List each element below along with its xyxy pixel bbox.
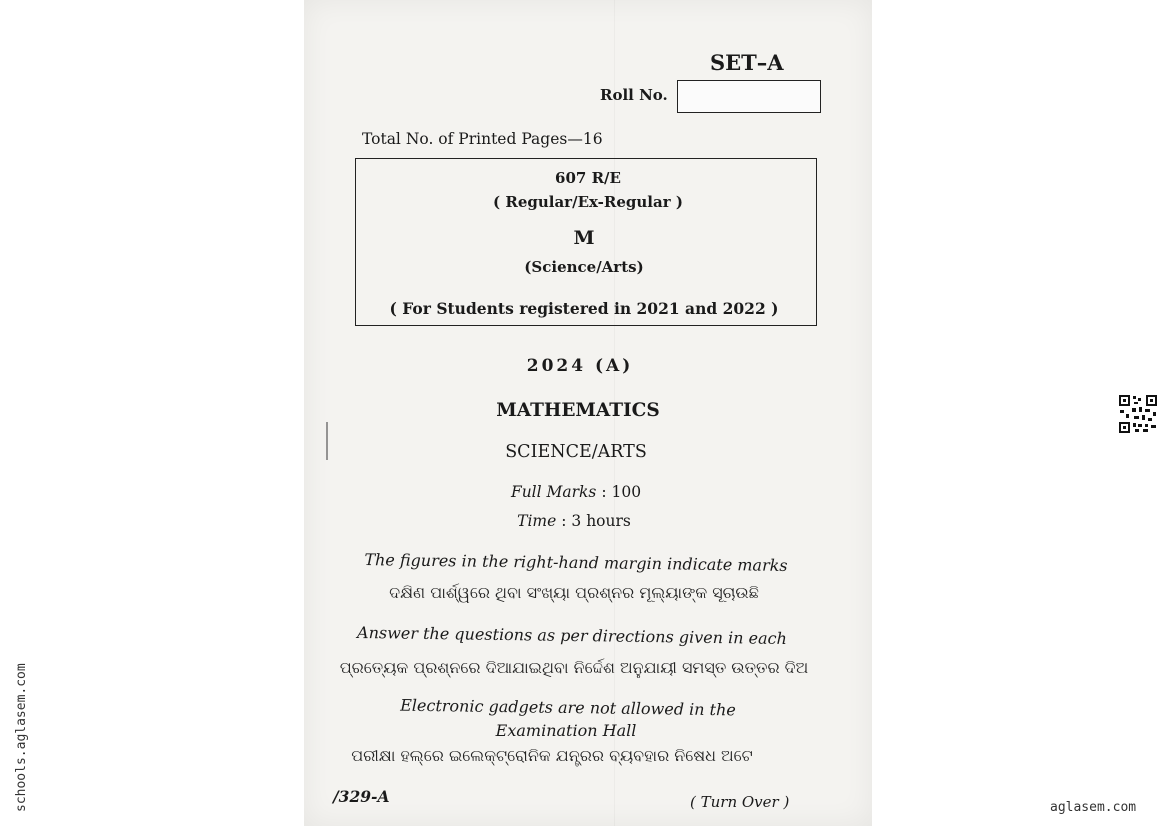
- instruction-gadgets-en: Electronic gadgets are not allowed in the: [400, 695, 736, 720]
- instruction-answer-or: ପ୍ରତ୍ୟେକ ପ୍ରଶ୍ନରେ ଦିଆଯାଇଥିବା ନିର୍ଦ୍ଦେଶ ଅନୁଯାୟୀ ସମସ୍ତ ଉତ୍ତର ଦିଅ: [339, 658, 809, 677]
- stream-label: (Science/Arts): [524, 258, 644, 276]
- full-marks-label: Full Marks: [510, 483, 597, 501]
- qr-code-icon: [1118, 394, 1158, 434]
- subject-title: MATHEMATICS: [496, 400, 660, 421]
- side-watermark: schools.aglasem.com: [14, 663, 29, 812]
- bottom-watermark: aglasem.com: [1050, 800, 1137, 815]
- roll-no-box: [677, 80, 821, 113]
- subject-subtitle: SCIENCE/ARTS: [505, 442, 647, 462]
- time-label: Time: [517, 512, 557, 530]
- instruction-marks-or: ଦକ୍ଷିଣ ପାର୍ଶ୍ୱରେ ଥିବା ସଂଖ୍ୟା ପ୍ରଶ୍ନର ମୂଲ୍ୟାଙ୍କ ସୂଚାଉଛି: [389, 583, 759, 602]
- footer-code: /329-A: [333, 787, 390, 806]
- instruction-gadgets-or: ପରୀକ୍ଷା ହଲ୍‌ରେ ଇଲେକ୍‌ଟ୍ରୋନିକ ଯନ୍ତ୍ରର ବ୍ୟବହାର ନିଷେଧ ଅଟେ: [351, 746, 753, 765]
- time: [517, 512, 631, 530]
- full-marks: [511, 483, 641, 501]
- margin-mark: [326, 422, 328, 460]
- time-value: : 3 hours: [561, 512, 631, 530]
- instruction-gadgets-en-2: Examination Hall: [495, 721, 637, 740]
- full-marks-value: : 100: [601, 483, 642, 501]
- instruction-answer-en: Answer the questions as per directions given in each: [356, 623, 788, 648]
- roll-no-label: Roll No.: [600, 86, 668, 104]
- subject-letter: M: [573, 227, 595, 249]
- printed-pages-label: Total No. of Printed Pages—16: [362, 130, 603, 148]
- exam-year: 2024 (A): [526, 356, 634, 376]
- regular-label: ( Regular/Ex-Regular ): [493, 193, 683, 211]
- turn-over-label: ( Turn Over ): [690, 793, 790, 811]
- paper-code: 607 R/E: [555, 169, 621, 187]
- instruction-marks-en: The figures in the right-hand margin indicate marks: [364, 550, 788, 575]
- registered-label: ( For Students registered in 2021 and 2022 ): [389, 299, 779, 318]
- set-label: SET–A: [710, 50, 784, 75]
